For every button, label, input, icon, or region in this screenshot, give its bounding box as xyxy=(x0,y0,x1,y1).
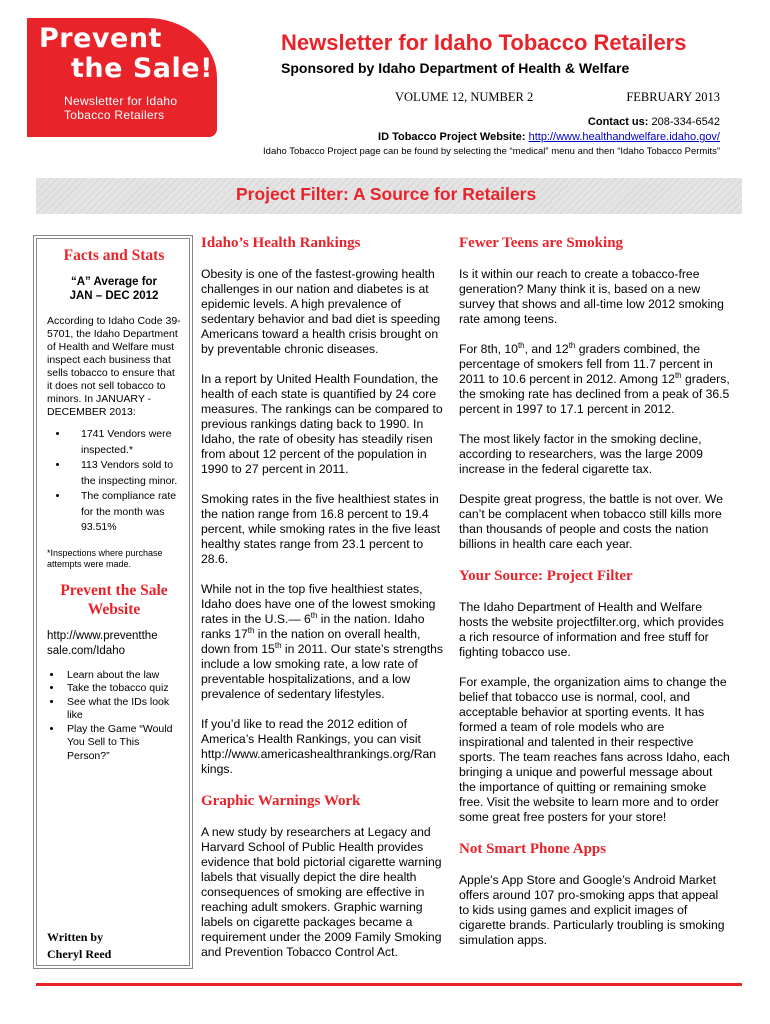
logo-subtitle: Newsletter for Idaho Tobacco Retailers xyxy=(64,94,178,122)
list-item: • 1741 Vendors were inspected.* xyxy=(69,427,181,458)
right-article-column xyxy=(459,234,731,963)
page-navigation-note: Idaho Tobacco Project page can be found by selecting the “medical” menu and then “Idaho Tobacco Permits” xyxy=(263,146,720,157)
prevent-the-sale-logo xyxy=(27,18,217,137)
article-heading: Your Source: Project Filter xyxy=(459,568,633,584)
volume-number: VOLUME 12, NUMBER 2 xyxy=(395,90,534,104)
newsletter-sponsor: Sponsored by Idaho Department of Health & Welfare xyxy=(281,60,630,76)
author-name: Cheryl Reed xyxy=(47,947,112,961)
list-item: • Learn about the law xyxy=(63,669,181,683)
article-paragraph: A new study by researchers at Legacy and Harvard School of Public Health provides evidence that bold pictorial cigarette warning labels that visually depict the dire health consequences of smoking are effective in reaching adult smokers. Graphic warning labels on cigarette packages became a requirement under the 2009 Family Smoking and Prevention Tobacco Control Act. xyxy=(201,825,442,959)
list-item: • See what the IDs look like xyxy=(63,696,181,723)
article-heading: Fewer Teens are Smoking xyxy=(459,235,624,251)
website-heading: Prevent the Sale Website xyxy=(60,581,168,618)
banner-title: Project Filter: A Source for Retailers xyxy=(236,184,537,204)
project-website xyxy=(378,131,720,143)
contact-phone: 208-334-6542 xyxy=(651,116,720,128)
website-link[interactable]: http://www.healthandwelfare.idaho.gov/ xyxy=(528,131,720,143)
inspection-footnote: *Inspections where purchase attempts were made. xyxy=(47,547,163,569)
article-paragraph: If you’d like to read the 2012 edition of America’s Health Rankings, you can visit http://www.americashealthrankings.org/Ran kings. xyxy=(201,717,437,776)
contact-label: Contact us: xyxy=(587,116,649,128)
feature-banner xyxy=(36,178,742,214)
article-paragraph: The Idaho Department of Health and Welfare hosts the website projectfilter.org, which provides a rich resource of information and free stuff for fighting tobacco use. xyxy=(459,600,724,659)
sidebar-heading: Facts and Stats xyxy=(63,247,165,264)
prevent-the-sale-url[interactable]: http://www.preventthe sale.com/Idaho xyxy=(47,629,158,657)
article-paragraph: Is it within our reach to create a tobacco-free generation? Many think it is, based on a new survey that shows and all-time low 2012 smoking rate among teens. xyxy=(459,267,724,326)
list-item: • 113 Vendors sold to the inspecting minor. xyxy=(69,458,181,489)
sidebar-intro: According to Idaho Code 39-5701, the Idaho Department of Health and Welfare must inspect each business that sells tobacco to ensure that it does not sell tobacco to minors. In JANUARY - DECEMBER 2013: xyxy=(47,315,181,418)
article-paragraph: Smoking rates in the five healthiest states in the nation range from 16.8 percent to 19.4 percent, while smoking rates in the five least healthy states range from 23.1 percent to 28.6. xyxy=(201,492,441,566)
list-item: • Play the Game “Would You Sell to This Person?” xyxy=(63,723,181,764)
list-item: • Take the tobacco quiz xyxy=(63,682,181,696)
article-heading: Not Smart Phone Apps xyxy=(459,841,607,857)
article-paragraph: While not in the top five healthiest states, Idaho does have one of the lowest smoking rates in the U.S.— 6th in the nation. Idaho ranks 17th in the nation on overall health, down from 15th in 2011. Our state’s strengths include a low smoking rate, a low rate of preventable hospitalizations, and a low prevalence of sedentary lifestyles. xyxy=(201,582,443,701)
article-paragraph: Obesity is one of the fastest-growing health challenges in our nation and diabetes is at epidemic levels. A high prevalence of sedentary behavior and bad diet is speeding Americans toward a health crisis brought on by preventable chronic diseases. xyxy=(201,267,441,356)
article-paragraph: The most likely factor in the smoking decline, according to researchers, was the large 2009 increase in the federal cigarette tax. xyxy=(459,432,703,476)
article-paragraph: For 8th, 10th, and 12th graders combined, the percentage of smokers fell from 11.7 percent in 2011 to 10.6 percent in 2012. Among 12th graders, the smoking rate has declined from a peak of 36.5 percent in 1997 to 17.1 percent in 2012. xyxy=(459,340,730,416)
article-paragraph: For example, the organization aims to change the belief that tobacco use is normal, cool, and acceptable behavior at sporting events. It has formed a team of role models who are inspirational and talented in their respective sports. The team reaches fans across Idaho, each bringing a unique and powerful message about the importance of quitting or remaining smoke free. Visit the website to learn more and to order some great free posters for your store! xyxy=(459,675,730,824)
inspection-stats-list xyxy=(47,427,181,536)
article-paragraph: In a report by United Health Foundation, the health of each state is quantified by 24 core measures. The rankings can be compared to previous rankings dating back to 1990. In Idaho, the rate of obesity has steadily risen from about 12 percent of the population in 1990 to 27 percent in 2011. xyxy=(201,372,443,476)
author-credit: Written by Cheryl Reed xyxy=(47,930,112,961)
article-paragraph: Apple’s App Store and Google’s Android Market offers around 107 pro-smoking apps that appeal to kids using games and explicit images of cigarette brands. Particularly troubling is smoking simulation apps. xyxy=(459,873,725,947)
list-item: • The compliance rate for the month was 93.51% xyxy=(69,489,181,536)
website-features-list xyxy=(47,669,181,764)
compliance-average: “A” Average for JAN – DEC 2012 xyxy=(69,276,159,302)
logo-line-2: the Sale! xyxy=(71,53,213,84)
article-heading: Graphic Warnings Work xyxy=(201,793,361,809)
article-paragraph: Despite great progress, the battle is not over. We can’t be complacent when tobacco still kills more than thousands of people and costs the nation billions in health care each year. xyxy=(459,492,723,551)
issue-date: FEBRUARY 2013 xyxy=(626,90,720,104)
newsletter-title: Newsletter for Idaho Tobacco Retailers xyxy=(281,30,687,55)
contact-info xyxy=(588,116,720,128)
left-article-column xyxy=(201,234,449,975)
website-label: ID Tobacco Project Website: xyxy=(378,131,526,143)
bottom-divider xyxy=(36,983,742,986)
article-heading: Idaho’s Health Rankings xyxy=(201,235,361,251)
facts-sidebar xyxy=(36,238,190,966)
logo-line-1: Prevent xyxy=(39,23,162,54)
